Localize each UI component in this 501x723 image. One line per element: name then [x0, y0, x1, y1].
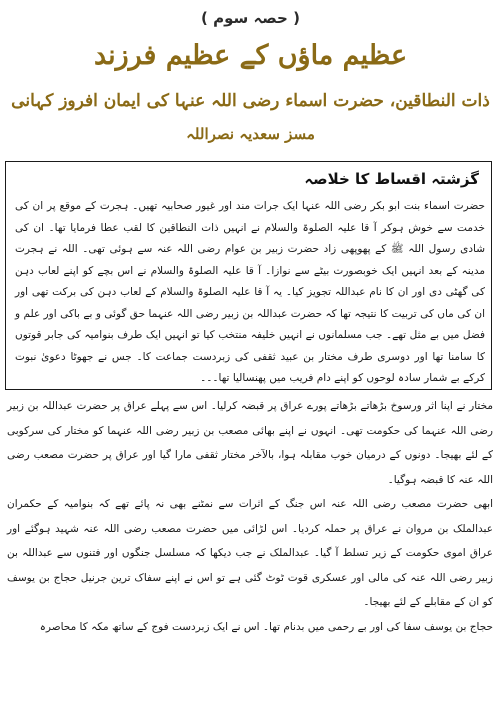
article-body — [7, 394, 493, 639]
body-paragraph: ابھی حضرت مصعب رضی اللہ عنہ اس جنگ کے اثرات سے نمٹنے بھی نہ پائے تھے کہ بنوامیہ کے حکمران عبدالملک بن مروان نے عراق پر حملہ کردیا۔ اس لڑائی میں حضرت مصعب رضی اللہ عنہ شہید ہوگئے اور عراق اموی حکومت کے زیر تسلط آ گیا۔ عبدالملک نے جب دیکھا کہ مسلسل جنگوں اور فتنوں سے عبداللہ بن زبیر رضی اللہ عنہ کی مالی اور عسکری قوت ٹوٹ گئی ہے تو اس نے اپنے سفاک ترین جرنیل حجاج بن یوسف کو ان کے مقابلے کے لئے بھیجا۔ — [7, 498, 493, 608]
article-subtitle: ذات النطاقین، حضرت اسماء رضی اللہ عنہا کی ایمان افروز کہانی — [11, 91, 490, 111]
author-name: مسز سعدیہ نصراللہ — [186, 125, 315, 143]
previous-episodes-summary-box — [5, 161, 492, 390]
body-paragraph: حجاج بن یوسف سفا کی اور بے رحمی میں بدنام تھا۔ اس نے ایک زبردست فوج کے ساتھ مکہ کا محاصرہ — [39, 620, 493, 633]
body-paragraph: مختار نے اپنا اثر ورسوخ بڑھاتے بڑھاتے پورے عراق پر قبضہ کرلیا۔ اس سے پہلے عراق پر حضرت عبداللہ بن زبیر رضی اللہ عنہما کی حکومت تھی۔ انہوں نے اپنے بھائی مصعب بن زبیر رضی اللہ عنہما کو مختار کی سرکوبی کے لئے بھیجا۔ دونوں کے درمیان خوب مقابلہ ہوا، بالآخر مختار ثقفی مارا گیا اور عراق پر حضرت مصعب رضی اللہ عنہ کا قبضہ ہوگیا۔ — [7, 400, 493, 486]
article-title: عظیم ماؤں کے عظیم فرزند — [93, 40, 408, 71]
summary-text: حضرت اسماء بنت ابو بکر رضی اللہ عنہا ایک جرات مند اور غیور صحابیہ تھیں۔ ہجرت کے موقع پر ان کی خدمت سے خوش ہوکر آ قا علیہ الصلوۃ والسلام نے انہیں ذات النطاقین کا لقب عطا فرمایا تھا۔ ان کی شادی رسول اللہ ﷺ کے پھوپھی زاد حضرت زبیر بن عوام رضی اللہ عنہ سے ہوئی تھی۔ اللہ نے ہجرت مدینہ کے بعد انہیں ایک خوبصورت بیٹے سے نوازا۔ آ قا علیہ الصلوۃ والسلام نے اس بچے کو اپنے لعاب دہن کی گھٹی دی اور ان کا نام عبداللہ تجویز کیا۔ یہ آ قا علیہ الصلوۃ والسلام کے لعاب دہن کی برکت تھی اور ان کی ماں کی تربیت کا نتیجہ تھا کہ حضرت عبداللہ بن زبیر رضی اللہ عنہما حق گوئی و بے باکی اور علم و فضل میں بے مثل تھے۔ جب مسلمانوں نے انہیں خلیفہ منتخب کیا تو انہیں ایک طرف بنوامیہ کی جابر قوتوں کا سامنا تھا اور دوسری طرف مختار بن عبید ثقفی کی زبردست جماعت کا۔ جس نے جھوٹا دعویٰ نبوت کرکے بے شمار سادہ لوحوں کو اپنے دام فریب میں پھنسالیا تھا۔۔۔ — [15, 200, 485, 384]
part-label: ( حصہ سوم ) — [201, 9, 300, 27]
summary-heading: گزشتہ اقساط کا خلاصہ — [304, 170, 479, 188]
